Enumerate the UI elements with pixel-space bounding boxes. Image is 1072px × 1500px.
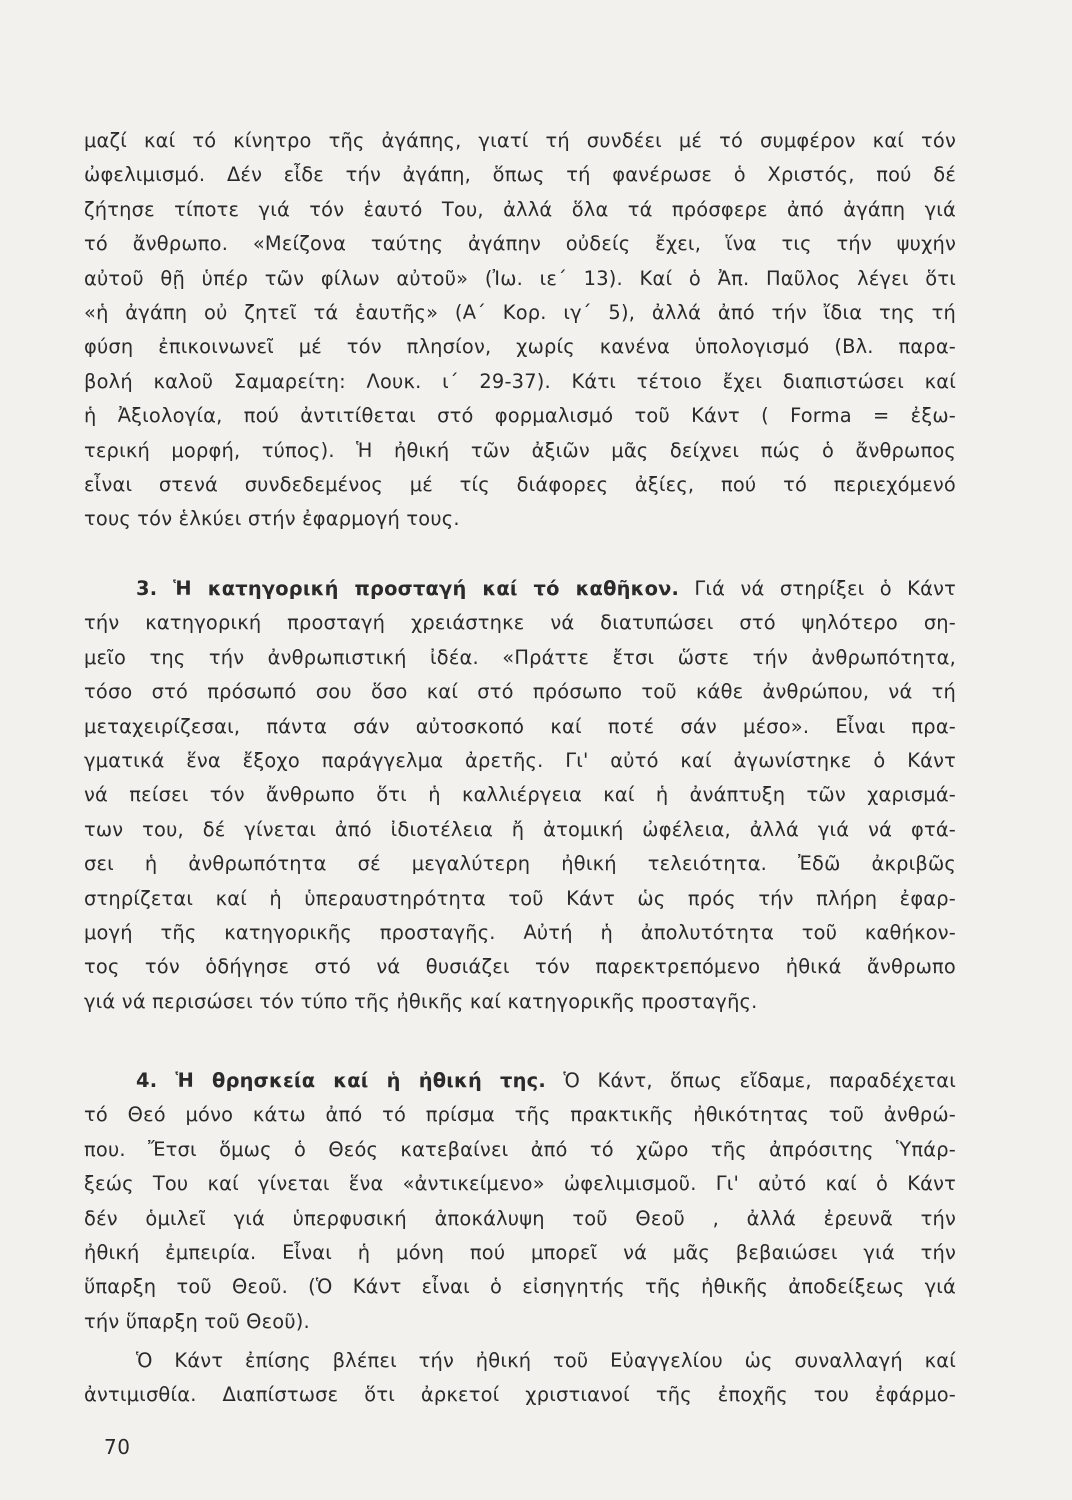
section-first-line (84, 572, 956, 606)
text-line: ἠθική ἐμπειρία. Εἶναι ἡ μόνη πού μπορεῖ νά μᾶς βεβαιώσει γιά τήν (84, 1240, 956, 1264)
text-line: ἡ Ἀξιολογία, πού ἀντιτίθεται στό φορμαλισμό τοῦ Κάντ ( Forma = ἐξω- (84, 404, 956, 428)
text-line: νά πείσει τόν ἄνθρωπο ὅτι ἡ καλλιέργεια καί ἡ ἀνάπτυξη τῶν χαρισμά- (84, 783, 956, 807)
text-line: τους τόν ἑλκύει στήν ἐφαρμογή τους. (84, 507, 460, 531)
text-line: φύση ἐπικοινωνεῖ μέ τόν πλησίον, χωρίς κανένα ὑπολογισμό (Βλ. παρα- (84, 335, 956, 359)
text-line: μαζί καί τό κίνητρο τῆς ἀγάπης, γιατί τή συνδέει μέ τό συμφέρον καί τόν (84, 129, 956, 152)
text-line: Ὁ Κάντ ἐπίσης βλέπει τήν ἠθική τοῦ Εὐαγγελίου ὡς συναλλαγή καί (136, 1349, 956, 1372)
text-line: μεῖο της τήν ἀνθρωπιστική ἰδέα. «Πράττε ἔτσι ὥστε τήν ἀνθρωπότητα, (84, 645, 956, 669)
text-line: τερική μορφή, τύπος). Ἡ ἠθική τῶν ἀξιῶν μᾶς δείχνει πώς ὁ ἄνθρωπος (84, 438, 956, 462)
section-first-line (84, 1064, 956, 1098)
text-line: ξεώς Του καί γίνεται ἕνα «ἀντικείμενο» ὠφελιμισμοῦ. Γι' αὐτό καί ὁ Κάντ (84, 1172, 956, 1196)
section-first-line-text: Ὁ Κάντ, ὅπως εἴδαμε, παραδέχεται (563, 1069, 956, 1092)
paragraph-agape (84, 124, 956, 537)
text-line: ἀντιμισθία. Διαπίστωσε ὅτι ἀρκετοί χριστιανοί τῆς ἐποχῆς του ἐφάρμο- (84, 1383, 956, 1407)
text-line: στηρίζεται καί ἡ ὑπεραυστηρότητα τοῦ Κάντ ὡς πρός τήν πλήρη ἐφαρ- (84, 886, 956, 910)
text-line: μεταχειρίζεσαι, πάντα σάν αὐτοσκοπό καί ποτέ σάν μέσο». Εἶναι πρα- (84, 714, 956, 738)
section-categorical-imperative (84, 572, 956, 1019)
section-heading: 3. Ἡ κατηγορική προσταγή καί τό καθῆκον. (136, 577, 680, 600)
text-line: γματικά ἕνα ἔξοχο παράγγελμα ἀρετῆς. Γι' αὐτό καί ἀγωνίστηκε ὁ Κάντ (84, 748, 956, 772)
text-line: τήν κατηγορική προσταγή χρειάστηκε νά διατυπώσει στό ψηλότερο ση- (84, 611, 956, 635)
text-line: ὕπαρξη τοῦ Θεοῦ. (Ὁ Κάντ εἶναι ὁ εἰσηγητής τῆς ἠθικῆς ἀποδείξεως γιά (84, 1275, 956, 1299)
text-line: ζήτησε τίποτε γιά τόν ἑαυτό Του, ἀλλά ὅλα τά πρόσφερε ἀπό ἀγάπη γιά (84, 197, 956, 221)
section-heading: 4. Ἡ θρησκεία καί ἡ ἠθική της. (136, 1069, 546, 1092)
section-religion-ethics (84, 1064, 956, 1339)
text-line: εἶναι στενά συνδεδεμένος μέ τίς διάφορες ἀξίες, πού τό περιεχόμενό (84, 472, 956, 496)
text-line: που. Ἔτσι ὅμως ὁ Θεός κατεβαίνει ἀπό τό χῶρο τῆς ἀπρόσιτης Ὑπάρ- (84, 1137, 956, 1161)
text-line: βολή καλοῦ Σαμαρείτη: Λουκ. ι΄ 29-37). Κάτι τέτοιο ἔχει διαπιστώσει καί (84, 369, 956, 393)
paragraph-gospel-ethics (84, 1344, 956, 1413)
text-line: μογή τῆς κατηγορικῆς προσταγῆς. Αὐτή ἡ ἀπολυτότητα τοῦ καθήκον- (84, 920, 956, 944)
text-line: τος τόν ὁδήγησε στό νά θυσιάζει τόν παρεκτρεπόμενο ἠθικά ἄνθρωπο (84, 955, 956, 979)
text-line: των του, δέ γίνεται ἀπό ἰδιοτέλεια ἤ ἀτομική ὠφέλεια, ἀλλά γιά νά φτά- (84, 817, 956, 841)
text-line: τό Θεό μόνο κάτω ἀπό τό πρίσμα τῆς πρακτικῆς ἠθικότητας τοῦ ἀνθρώ- (84, 1103, 956, 1127)
text-line: τόσο στό πρόσωπό σου ὅσο καί στό πρόσωπο τοῦ κάθε ἀνθρώπου, νά τή (84, 680, 956, 704)
text-line: σει ἡ ἀνθρωπότητα σέ μεγαλύτερη ἠθική τελειότητα. Ἐδῶ ἀκριβῶς (84, 852, 956, 876)
text-line: γιά νά περισώσει τόν τύπο τῆς ἠθικῆς καί κατηγορικῆς προσταγῆς. (84, 989, 758, 1013)
text-line: τήν ὕπαρξη τοῦ Θεοῦ). (84, 1309, 310, 1333)
text-line: «ἡ ἀγάπη οὐ ζητεῖ τά ἑαυτῆς» (Α΄ Κορ. ιγ΄ 5), ἀλλά ἀπό τήν ἴδια της τή (84, 300, 956, 324)
text-line: αὐτοῦ θῇ ὑπέρ τῶν φίλων αὐτοῦ» (Ἰω. ιε΄ 13). Καί ὁ Ἀπ. Παῦλος λέγει ὅτι (84, 266, 956, 290)
text-line: ὠφελιμισμό. Δέν εἶδε τήν ἀγάπη, ὅπως τή φανέρωσε ὁ Χριστός, πού δέ (84, 163, 956, 187)
text-line: δέν ὁμιλεῖ γιά ὑπερφυσική ἀποκάλυψη τοῦ Θεοῦ , ἀλλά ἐρευνᾶ τήν (84, 1206, 956, 1230)
text-line: τό ἄνθρωπο. «Μείζονα ταύτης ἀγάπην οὐδείς ἔχει, ἵνα τις τήν ψυχήν (84, 232, 956, 256)
section-first-line-text: Γιά νά στηρίξει ὁ Κάντ (694, 577, 956, 600)
page-number: 70 (104, 1435, 131, 1459)
